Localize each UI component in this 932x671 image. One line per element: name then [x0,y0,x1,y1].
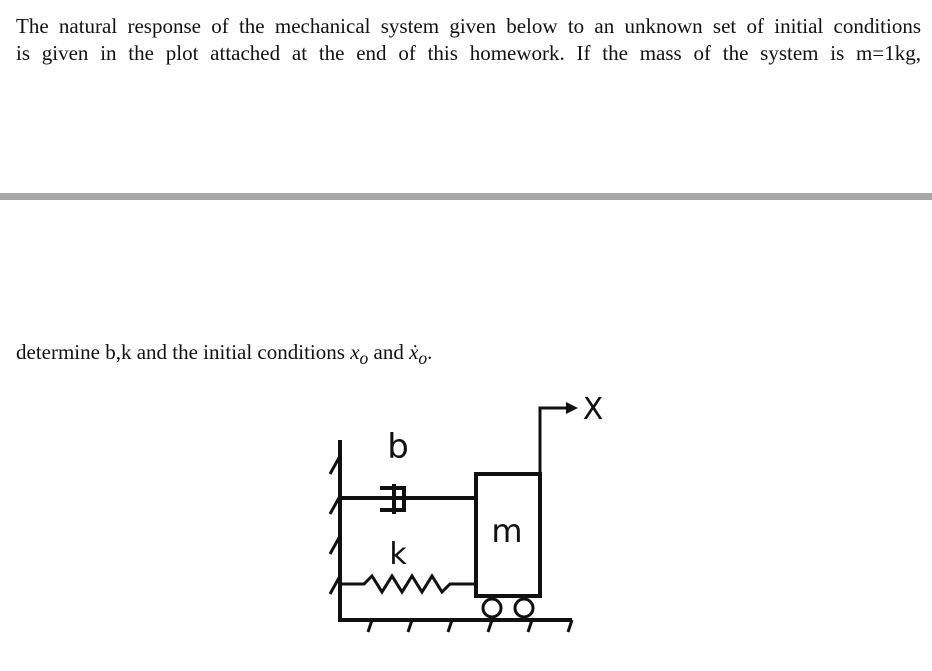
wheel-right [515,599,533,617]
x0-symbol: $x_o$ [350,340,369,369]
period: . [427,340,433,364]
page-divider [0,193,932,200]
displacement-label: X [582,392,604,427]
spring [340,576,476,592]
wheel-left [483,599,501,617]
problem-text-line-1: The natural response of the mechanical system given below to an unknown set of initial conditions [16,14,921,38]
problem-text-line-3 [16,339,921,372]
line3-prefix: determine b,k and the initial conditions [16,340,351,364]
damper [340,484,476,514]
mass-label: m [491,512,523,550]
and-word: and [368,340,410,364]
mass-spring-damper-diagram [310,388,610,638]
problem-text-line-2: is given in the plot attached at the end of this homework. If the mass of the system is m=1kg, [16,41,921,65]
damper-label: b [387,427,409,467]
displacement-arrow [540,408,568,474]
spring-label: k [389,537,407,572]
xdot0-symbol: ẋ$_o$ [409,340,428,369]
arrow-head-icon [566,402,578,414]
